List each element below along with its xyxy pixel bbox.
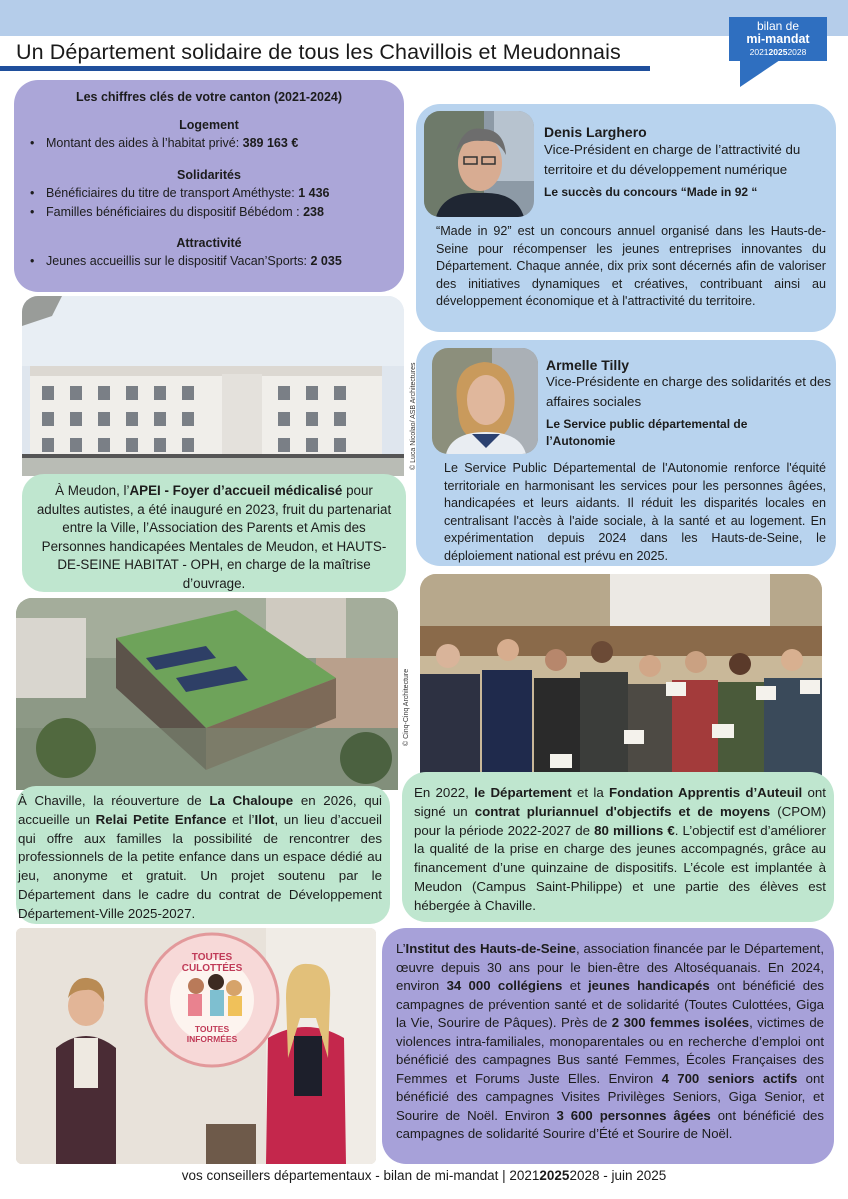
top-band (0, 0, 848, 36)
apei-photo-credit: © Luca Nicolao/ ASB Architectures (410, 362, 417, 470)
page-footer: vos conseillers départementaux - bilan de mi-mandat | 202120252028 - juin 2025 (181, 1168, 667, 1183)
badge-line2: mi-mandat (746, 32, 810, 46)
larghero-portrait (424, 111, 534, 217)
chaloupe-render (16, 598, 398, 790)
larghero-name: Denis Larghero (544, 124, 647, 140)
auteuil-text: En 2022, le Département et la Fondation Apprentis d’Auteuil ont signé un contrat pluriannuel d'objectifs et de moyens (CPOM) pour la période 2022-2027 de 80 millions €. L’objectif est d’améliorer la qualité de la prise en charge des jeunes accompagnés, grâce au financement d’une quinzaine de dispositifs. L’école est implantée à Meudon (Campus Saint-Philippe) et une partie des élèves est hébergée à Chaville. (414, 785, 827, 913)
attractivite-list (30, 252, 400, 271)
badge-line1: bilan de (756, 19, 800, 33)
logement-list (30, 134, 400, 153)
institut-sign-top: TOUTES CULOTTÉES (181, 952, 243, 974)
list-item: • Montant des aides à l’habitat privé: 389 163 € (30, 134, 400, 153)
badge-flag (740, 60, 780, 87)
apei-building-photo (22, 296, 404, 476)
institut-sign-bottom: TOUTES INFORMÉES (186, 1024, 238, 1044)
institut-text: L’Institut des Hauts-de-Seine, association financée par le Département, œuvre depuis 30 ans pour le bien-être des Altoséquanais. En 2024, environ 34 000 collégiens et jeunes handicapés ont bénéficié des campagnes de prévention santé et de solidarité (Toutes Culottées, Giga la Vie, Sourire de Pâques). Près de 2 300 femmes isolées, victimes de violences intra-familiales, monoparentales ou en recherche d’emploi ont bénéficié des campagnes Bus santé Femmes, Écoles Françaises des Femmes et Forums Juste Elles. Environ 4 700 seniors actifs ont bénéficié des campagnes Visites Privilèges Seniors, Giga Senior, et Sourire de Noël. Environ 3 600 personnes âgées ont bénéficié des campagnes de solidarité Sourire d’Été et Sourire de Noël. (396, 941, 825, 1141)
attractivite-heading: Attractivité (176, 236, 242, 250)
page-title: Un Département solidaire de tous les Chavillois et Meudonnais (16, 40, 621, 64)
larghero-subtitle: Le succès du concours “Made in 92 “ (544, 185, 758, 199)
chaloupe-photo-credit: © Cinq-Cinq Architecture (403, 668, 410, 746)
larghero-body: “Made in 92” est un concours annuel organisé dans les Hauts-de-Seine pour récompenser les jeunes entreprises innovantes du Département. Chaque année, dix prix sont décernés afin de valoriser des initiatives dynamiques et créatives, contribuant ainsi au développement économique et à l'attractivité du territoire. (436, 224, 826, 308)
list-item: • Jeunes accueillis sur le dispositif Vacan’Sports: 2 035 (30, 252, 400, 271)
solidarites-heading: Solidarités (177, 168, 241, 182)
key-figures-title: Les chiffres clés de votre canton (2021-2024) (75, 90, 343, 104)
title-underline (0, 66, 650, 71)
tilly-role: Vice-Présidente en charge des solidarités et des affaires sociales (546, 374, 832, 409)
larghero-role: Vice-Président en charge de l’attractivité du territoire et du développement numérique (544, 142, 801, 177)
tilly-portrait (432, 348, 538, 454)
apei-text: À Meudon, l’APEI - Foyer d’accueil médicalisé pour adultes autistes, a été inauguré en 2023, fruit du partenariat entre la Ville, l’Association des Parents et Amis des Personnes handicapées Mentales de Meudon, et HAUTS-DE-SEINE HABITAT - OPH, en charge de la maîtrise d’ouvrage. (36, 483, 392, 591)
badge-years: 202120252028 (749, 47, 807, 57)
tilly-name: Armelle Tilly (546, 357, 630, 373)
list-item: • Familles bénéficiaires du dispositif Bébédom : 238 (30, 203, 400, 222)
logement-heading: Logement (179, 118, 239, 132)
tilly-body: Le Service Public Départemental de l'Autonomie renforce l'équité territoriale en harmonisant les services pour les personnes âgées, handicapées et leurs aidants. Il réduit les disparités locales en centralisant l'accès à l'aide sociale, à la santé et au logement. En expérimentation depuis 2024 dans les Hauts-de-Seine, le déploiement national est prévu en 2025. (444, 461, 826, 563)
list-item: • Bénéficiaires du titre de transport Améthyste: 1 436 (30, 184, 400, 203)
auteuil-group-photo (420, 574, 822, 778)
solidarites-list (30, 184, 400, 222)
tilly-subtitle: Le Service public départemental de l’Autonomie (546, 417, 748, 448)
chaloupe-text: À Chaville, la réouverture de La Chaloupe en 2026, qui accueille un Relai Petite Enfance et l’Ilot, un lieu d’accueil qui offre aux familles la possibilité de rencontrer des professionnels de la petite enfance dans un espace dédié au jeu, anonyme et gratuit. Un projet soutenu par le Département dans le cadre du contrat de Développement Département-Ville 2025-2027. (18, 793, 383, 921)
mid-term-badge (729, 17, 827, 61)
